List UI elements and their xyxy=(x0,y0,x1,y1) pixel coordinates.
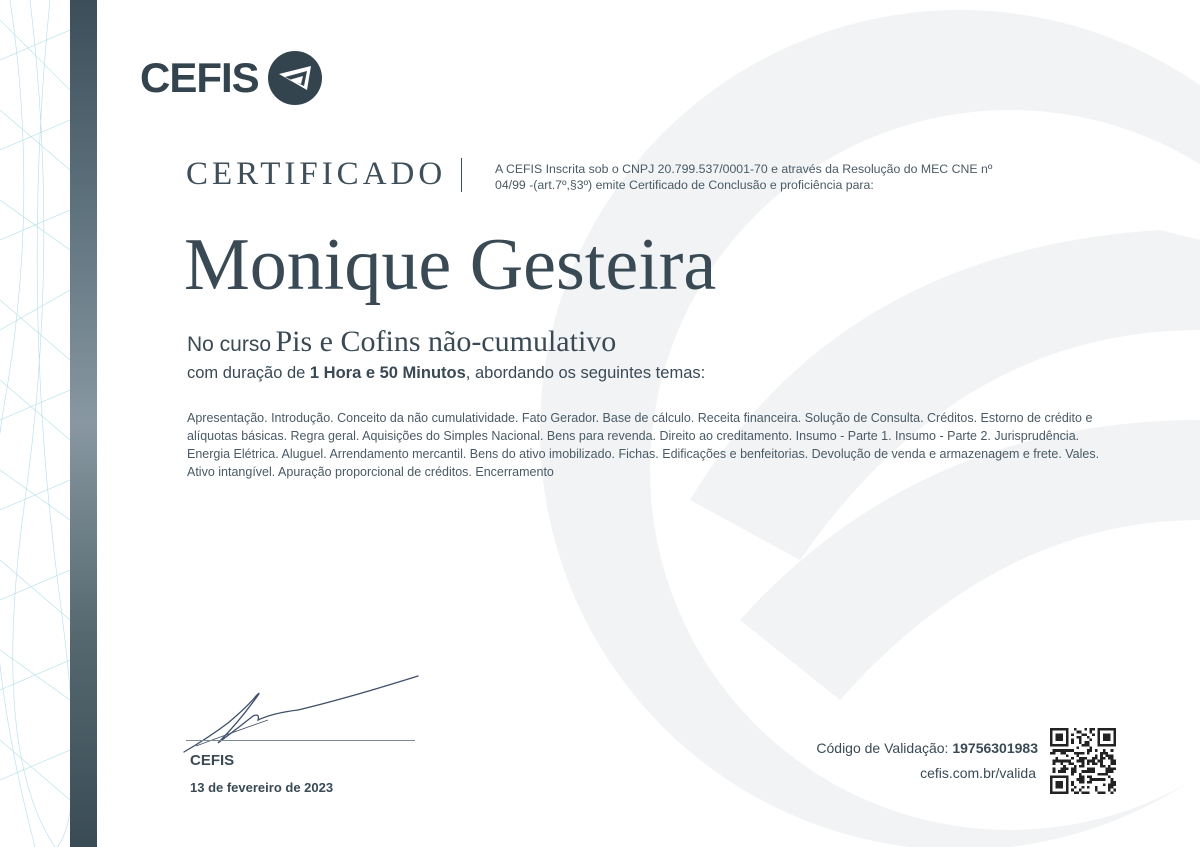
certificate-title: CERTIFICADO xyxy=(186,156,447,192)
validation-code-value: 19756301983 xyxy=(952,740,1038,756)
signer-name: CEFIS xyxy=(190,752,235,769)
duration-line xyxy=(187,364,705,383)
title-divider xyxy=(461,158,462,192)
duration-prefix: com duração de xyxy=(187,364,306,382)
course-topics: Apresentação. Introdução. Conceito da não cumulatividade. Fato Gerador. Base de cálculo. Receita financeira. Solução de Consulta. Créditos. Estorno de crédito e alíquotas básicas. Regra geral. Aquisições do Simples Nacional. Bens para revenda. Direito ao creditamento. Insumo - Parte 1. Insumo - Parte 2. Jurisprudência. Energia Elétrica. Aluguel. Arrendamento mercantil. Bens do ativo imobilizado. Fichas. Edificações e benfeitorias. Devolução de venda e armazenagem e frete. Vales. Ativo intangível. Apuração proporcional de créditos. Encerramento xyxy=(187,411,1100,479)
duration-value: 1 Hora e 50 Minutos xyxy=(309,364,466,382)
duration-suffix: , abordando os seguintes temas: xyxy=(465,364,706,382)
qr-code-icon[interactable] xyxy=(1050,728,1116,794)
decorative-pattern xyxy=(0,0,70,847)
side-bar xyxy=(70,0,97,847)
course-prefix: No curso xyxy=(187,333,272,356)
brand-name: CEFIS xyxy=(140,54,259,101)
cefis-logo-icon xyxy=(267,50,323,106)
student-name: Monique Gesteira xyxy=(184,224,717,306)
signature-icon xyxy=(178,668,428,758)
course-line xyxy=(187,325,616,359)
validation-code xyxy=(816,740,1038,756)
validation-url[interactable]: cefis.com.br/valida xyxy=(920,765,1036,781)
validation-label: Código de Validação: xyxy=(816,740,949,756)
legal-text: A CEFIS Inscrita sob o CNPJ 20.799.537/0001-70 e através da Resolução do MEC CNE nº 04/99 -(art.7º,§3º) emite Certificado de Conclusão e proficiência para: xyxy=(495,162,993,192)
course-name: Pis e Cofins não-cumulativo xyxy=(275,325,617,358)
signature-line xyxy=(186,740,415,741)
issue-date: 13 de fevereiro de 2023 xyxy=(190,780,334,795)
brand-logo xyxy=(140,50,323,106)
